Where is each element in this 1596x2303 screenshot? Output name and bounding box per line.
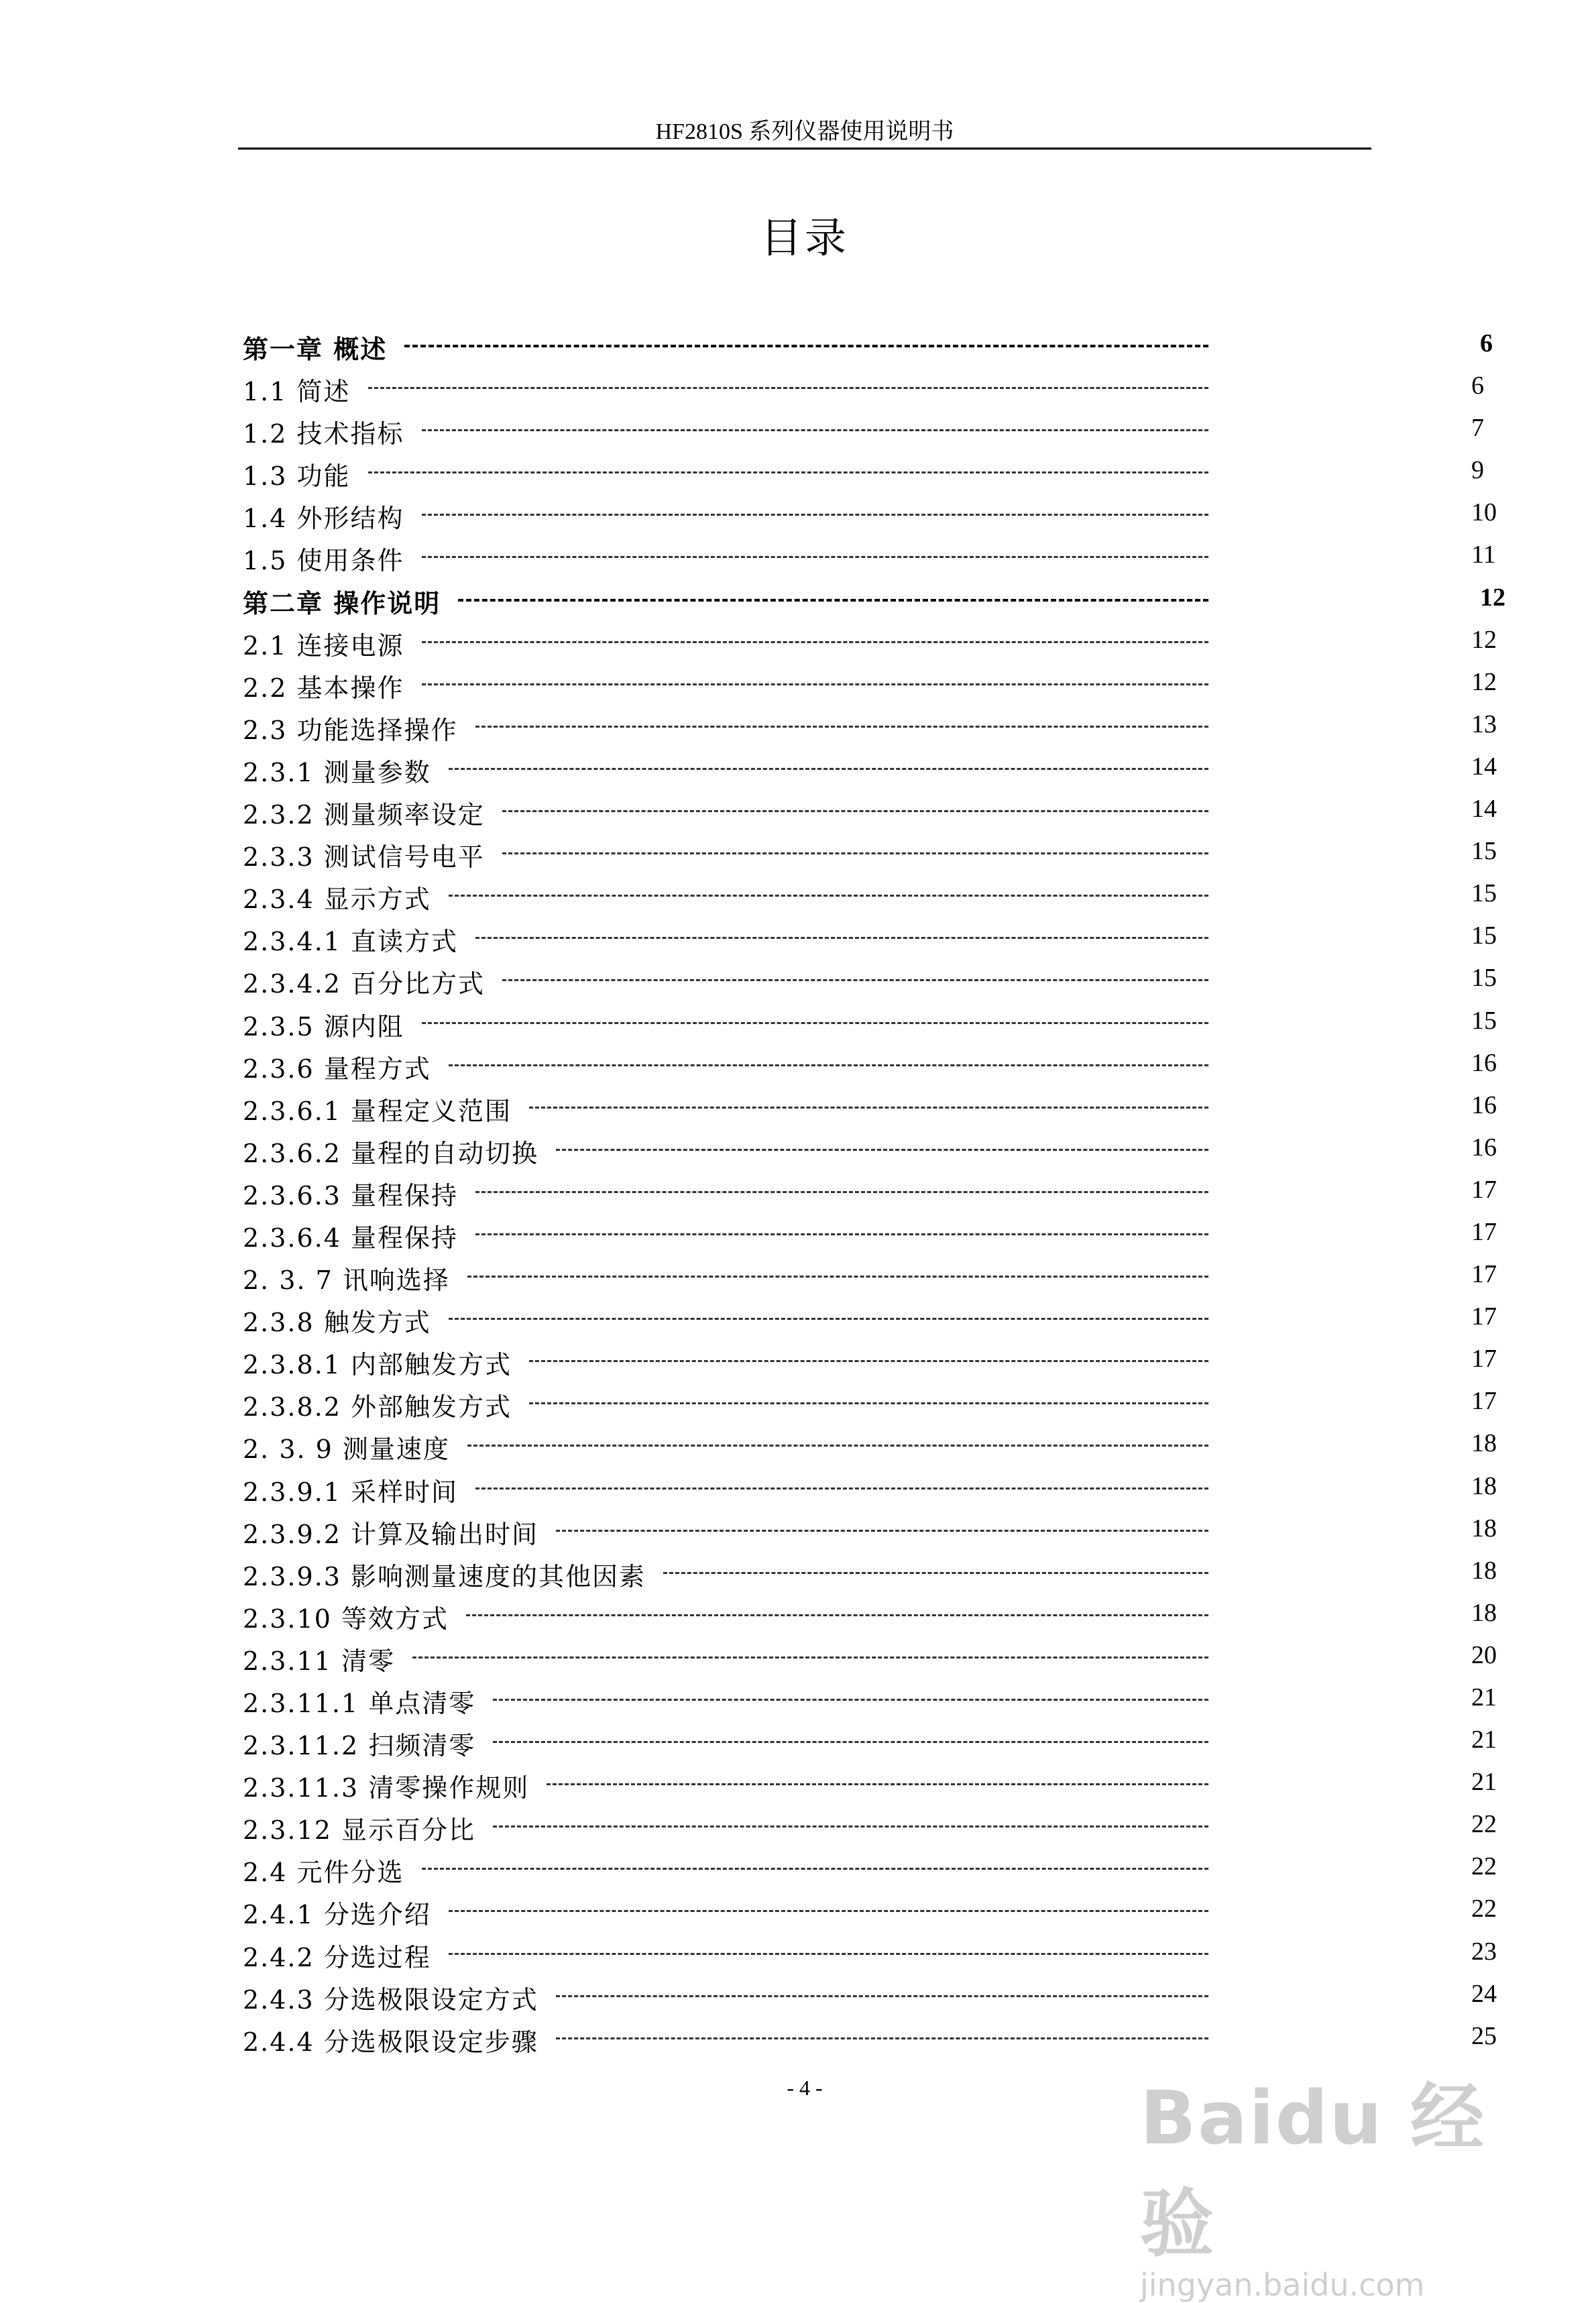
toc-leader-dashes (368, 471, 1208, 473)
toc-leader-dashes (529, 1360, 1208, 1362)
toc-entry-label: 1.5 使用条件 (243, 546, 404, 576)
toc-entry (243, 789, 1497, 831)
toc-entry (243, 704, 1497, 746)
toc-leader-dashes (556, 1995, 1208, 1997)
toc-entry-label: 2.3.2 测量频率设定 (243, 800, 485, 830)
toc-entry-label: 第一章 概述 (243, 334, 388, 364)
toc-entry-label: 2.3.10 等效方式 (243, 1604, 449, 1634)
toc-entry (243, 1762, 1497, 1804)
toc-entry-page: 12 (1471, 667, 1497, 696)
toc-entry (243, 1170, 1497, 1212)
toc-entry (243, 958, 1497, 1000)
toc-leader-dashes (502, 810, 1208, 812)
toc-entry (243, 831, 1497, 873)
toc-leader-dashes (475, 1233, 1208, 1235)
toc-leader-dashes (449, 1064, 1208, 1066)
toc-entry-label: 2.3.6.2 量程的自动切换 (243, 1138, 539, 1168)
toc-entry (243, 1804, 1497, 1846)
toc-leader-dashes (502, 979, 1208, 981)
toc-entry-page: 22 (1471, 1852, 1497, 1881)
page-number: - 4 - (787, 2076, 823, 2100)
toc-entry (243, 408, 1484, 450)
toc-leader-dashes (466, 1614, 1208, 1616)
toc-entry-label: 1.2 技术指标 (243, 419, 404, 449)
toc-entry-page: 14 (1471, 752, 1497, 781)
toc-entry (243, 577, 1505, 620)
toc-entry-page: 16 (1471, 1090, 1497, 1119)
toc-entry-label: 2.4 元件分选 (243, 1858, 404, 1888)
toc-entry (243, 662, 1497, 704)
toc-entry-label: 2.3.8.1 内部触发方式 (243, 1350, 512, 1380)
toc-entry-label: 2.3.12 显示百分比 (243, 1815, 475, 1846)
toc-entry (243, 1677, 1497, 1720)
toc-entry-label: 2.3.9.1 采样时间 (243, 1477, 459, 1507)
toc-entry-page: 17 (1471, 1175, 1497, 1204)
toc-entry-label: 2.3.6.3 量程保持 (243, 1180, 459, 1211)
toc-leader-dashes (475, 1191, 1208, 1193)
toc-entry-page: 17 (1471, 1217, 1497, 1246)
toc-leader-dashes (475, 937, 1208, 939)
toc-entry-label: 2.4.1 分选介绍 (243, 1900, 431, 1930)
toc-entry (243, 1593, 1497, 1635)
toc-leader-dashes (422, 514, 1208, 516)
toc-entry-label: 2.3.1 测量参数 (243, 757, 431, 787)
toc-entry-label: 2.3 功能选择操作 (243, 715, 458, 745)
toc-leader-dashes (502, 852, 1208, 854)
toc-entry-page: 6 (1480, 329, 1493, 357)
toc-entry-label: 2.3.6.1 量程定义范围 (243, 1096, 512, 1126)
toc-entry-page: 21 (1471, 1768, 1497, 1797)
toc-entry-label: 2.3.4 显示方式 (243, 885, 431, 915)
toc-entry (243, 620, 1497, 662)
toc-entry-page: 13 (1471, 710, 1497, 738)
toc-leader-dashes (422, 641, 1208, 643)
toc-leader-dashes (529, 1107, 1208, 1109)
toc-entry-label: 2.3.6.4 量程保持 (243, 1223, 459, 1253)
toc-leader-dashes (449, 895, 1208, 897)
toc-entry-page: 17 (1471, 1260, 1497, 1289)
toc-entry-label: 2.3.9.3 影响测量速度的其他因素 (243, 1561, 646, 1591)
toc-leader-dashes (422, 429, 1208, 431)
toc-entry-page: 22 (1471, 1810, 1497, 1839)
toc-leader-dashes (467, 1276, 1208, 1278)
toc-entry-page: 15 (1471, 837, 1497, 866)
page-header: HF2810S 系列仪器使用说明书 (655, 119, 954, 144)
toc-entry-label: 2. 3. 7 讯响选择 (243, 1266, 450, 1296)
toc-entry (243, 1127, 1497, 1170)
baidu-watermark (1140, 2059, 1516, 2303)
toc-entry-page: 15 (1471, 921, 1497, 950)
toc-leader-dashes (368, 387, 1208, 389)
toc-entry-label: 1.4 外形结构 (243, 504, 404, 534)
toc-entry (243, 535, 1496, 577)
toc-entry (243, 1846, 1497, 1889)
toc-entry-page: 23 (1471, 1937, 1497, 1966)
toc-entry-label: 2.3.11.3 清零操作规则 (243, 1773, 530, 1803)
toc-entry-label: 2.1 连接电源 (243, 630, 404, 661)
toc-entry-label: 1.1 简述 (243, 377, 351, 407)
toc-entry-page: 22 (1471, 1895, 1497, 1923)
toc-entry (243, 492, 1497, 535)
toc-entry-page: 17 (1471, 1387, 1497, 1416)
toc-leader-dashes (547, 1783, 1208, 1785)
toc-entry-page: 15 (1471, 879, 1497, 908)
toc-entry (243, 2016, 1497, 2058)
toc-entry-page: 21 (1471, 1683, 1497, 1711)
toc-entry (243, 1508, 1497, 1551)
toc-leader-dashes (422, 683, 1208, 685)
toc-entry (243, 1889, 1497, 1931)
toc-entry-page: 24 (1471, 1979, 1497, 2008)
toc-entry-label: 2.3.11.2 扫频清零 (243, 1731, 476, 1761)
toc-entry-label: 2.3.8.2 外部触发方式 (243, 1392, 512, 1422)
toc-entry-label: 2.2 基本操作 (243, 673, 404, 703)
toc-entry-page: 17 (1471, 1345, 1497, 1373)
header-rule (238, 148, 1371, 150)
toc-entry-label: 第二章 操作说明 (243, 587, 441, 618)
toc-entry-page: 18 (1471, 1429, 1497, 1458)
toc-leader-dashes (412, 1656, 1208, 1659)
toc-leader-dashes (458, 599, 1208, 602)
toc-leader-dashes (529, 1402, 1208, 1404)
toc-entry (243, 1212, 1497, 1254)
toc-entry-page: 12 (1471, 625, 1497, 654)
toc-entry-label: 2. 3. 9 测量速度 (243, 1435, 450, 1465)
toc-leader-dashes (449, 1910, 1208, 1912)
toc-entry-page: 12 (1480, 583, 1505, 612)
toc-entry-page: 14 (1471, 795, 1497, 824)
toc-entry (243, 1043, 1497, 1085)
toc-entry (243, 915, 1497, 958)
toc-entry-label: 2.3.4.1 直读方式 (243, 927, 459, 957)
toc-entry-page: 6 (1471, 372, 1484, 400)
toc-leader-dashes (449, 1953, 1208, 1955)
toc-entry-page: 15 (1471, 964, 1497, 993)
toc-entry-page: 18 (1471, 1514, 1497, 1542)
toc-entry (243, 1720, 1497, 1762)
toc-entry-label: 2.3.3 测试信号电平 (243, 842, 485, 873)
toc-entry-label: 2.4.2 分选过程 (243, 1942, 431, 1972)
toc-entry-page: 11 (1471, 541, 1496, 569)
toc-entry (243, 746, 1497, 789)
toc-entry-label: 2.3.6 量程方式 (243, 1054, 431, 1084)
toc-entry (243, 1551, 1497, 1593)
toc-leader-dashes (493, 1699, 1208, 1701)
toc-entry (243, 1085, 1497, 1127)
toc-leader-dashes (467, 1445, 1208, 1447)
toc-entry (243, 1339, 1497, 1381)
toc-entry-page: 15 (1471, 1006, 1497, 1035)
toc-entry-page: 18 (1471, 1556, 1497, 1585)
toc-leader-dashes (422, 556, 1208, 558)
toc-entry-page: 18 (1471, 1598, 1497, 1627)
toc-entry-page: 17 (1471, 1302, 1497, 1331)
table-of-contents (243, 323, 1505, 2058)
toc-entry (243, 1001, 1497, 1043)
toc-entry-page: 16 (1471, 1133, 1497, 1162)
toc-entry (243, 366, 1484, 408)
toc-entry (243, 323, 1493, 366)
toc-entry (243, 1635, 1497, 1677)
toc-entry-page: 10 (1471, 498, 1497, 527)
toc-leader-dashes (475, 1487, 1208, 1490)
toc-entry-label: 2.3.9.2 计算及输出时间 (243, 1519, 539, 1549)
watermark-logo: Baidu 经验 (1140, 2075, 1486, 2267)
toc-entry-label: 2.4.4 分选极限设定步骤 (243, 2027, 538, 2057)
toc-entry-label: 2.3.11 清零 (243, 1646, 395, 1676)
toc-entry-page: 21 (1471, 1726, 1497, 1754)
toc-entry (243, 1466, 1497, 1508)
toc-entry (243, 1296, 1497, 1339)
toc-leader-dashes (493, 1741, 1208, 1743)
toc-entry-page: 9 (1471, 456, 1484, 485)
toc-entry-label: 2.4.3 分选极限设定方式 (243, 1984, 538, 2015)
toc-leader-dashes (449, 768, 1208, 770)
toc-leader-dashes (449, 1318, 1208, 1320)
toc-title: 目录 (760, 213, 849, 262)
toc-entry-label: 1.3 功能 (243, 461, 351, 492)
toc-entry-label: 2.3.8 触发方式 (243, 1308, 431, 1338)
toc-leader-dashes (493, 1825, 1208, 1828)
toc-entry-page: 7 (1471, 414, 1484, 443)
toc-leader-dashes (556, 2037, 1208, 2039)
toc-entry (243, 1931, 1497, 1974)
toc-entry-label: 2.3.11.1 单点清零 (243, 1689, 476, 1718)
toc-entry-page: 20 (1471, 1640, 1497, 1669)
toc-leader-dashes (556, 1530, 1208, 1532)
toc-entry (243, 1381, 1497, 1423)
toc-leader-dashes (556, 1149, 1208, 1151)
toc-entry-page: 25 (1471, 2021, 1497, 2050)
toc-leader-dashes (475, 726, 1208, 728)
toc-entry-label: 2.3.4.2 百分比方式 (243, 969, 486, 999)
toc-leader-dashes (404, 345, 1208, 347)
toc-leader-dashes (663, 1572, 1208, 1574)
toc-entry-label: 2.3.5 源内阻 (243, 1011, 404, 1042)
toc-leader-dashes (422, 1022, 1208, 1024)
toc-entry (243, 873, 1497, 915)
toc-leader-dashes (422, 1868, 1208, 1870)
toc-entry (243, 1254, 1497, 1296)
toc-entry-page: 16 (1471, 1048, 1497, 1077)
watermark-url: jingyan.baidu.com (1140, 2267, 1425, 2303)
toc-entry (243, 1423, 1497, 1465)
toc-entry (243, 1974, 1497, 2016)
toc-entry-page: 18 (1471, 1471, 1497, 1500)
toc-entry (243, 450, 1484, 492)
